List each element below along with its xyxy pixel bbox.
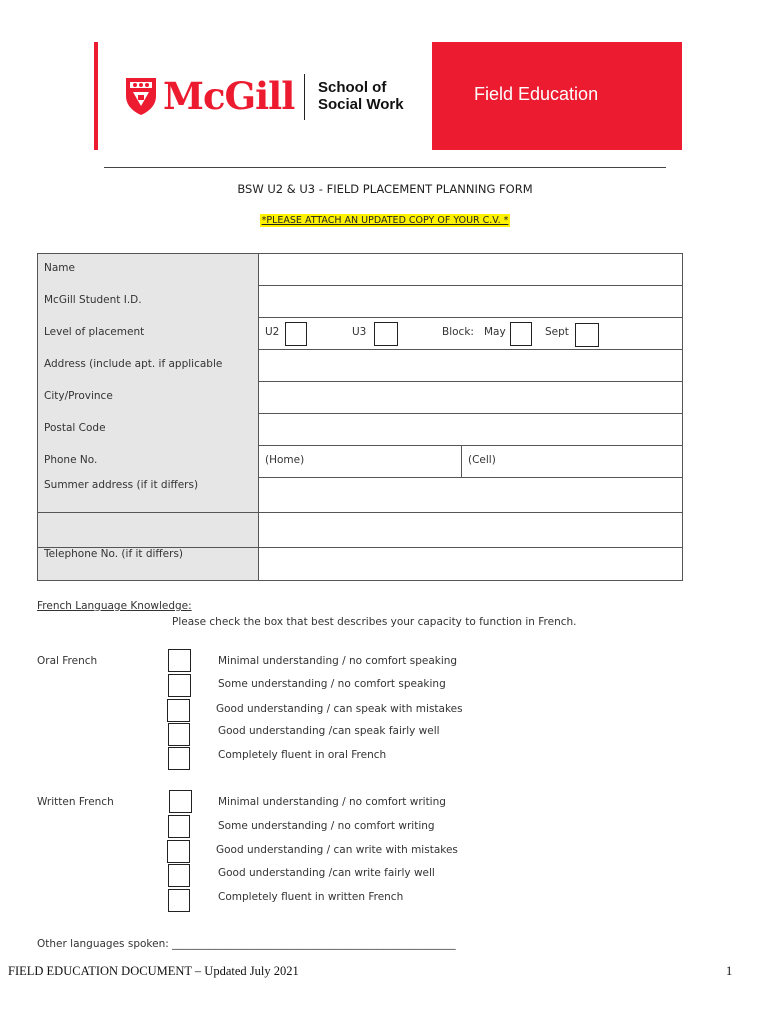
label-summer-address: Summer address (if it differs) xyxy=(44,479,199,491)
summer-address-field-2[interactable] xyxy=(259,513,682,547)
phone-cell-field[interactable] xyxy=(462,446,682,477)
written-option-checkbox[interactable] xyxy=(169,790,192,813)
postal-field[interactable] xyxy=(259,414,682,445)
school-name xyxy=(318,79,404,113)
other-languages-field[interactable]: Other languages spoken: ______________________________________________________ xyxy=(37,938,456,950)
school-line-1: School of xyxy=(318,79,387,96)
label-name: Name xyxy=(44,262,75,274)
block-sept-checkbox[interactable] xyxy=(575,323,599,347)
label-level: Level of placement xyxy=(44,326,145,338)
phone-home-label: (Home) xyxy=(265,454,305,466)
written-option-label: Minimal understanding / no comfort writing xyxy=(218,796,446,808)
written-option-label: Completely fluent in written French xyxy=(218,891,404,903)
school-line-2: Social Work xyxy=(318,96,404,113)
label-phone: Phone No. xyxy=(44,454,98,466)
student-id-field[interactable] xyxy=(259,286,682,317)
written-option-label: Good understanding / can write with mistakes xyxy=(216,844,458,856)
footer-text: FIELD EDUCATION DOCUMENT – Updated July 2021 xyxy=(8,964,299,978)
level-u3-label: U3 xyxy=(352,326,367,338)
block-label: Block: xyxy=(442,326,474,338)
label-postal: Postal Code xyxy=(44,422,106,434)
summer-address-field[interactable] xyxy=(259,478,682,512)
block-may-label: May xyxy=(484,326,506,338)
level-u3-checkbox[interactable] xyxy=(374,322,398,346)
french-instruction: Please check the box that best describes your capacity to function in French. xyxy=(172,616,577,628)
oral-option-label: Minimal understanding / no comfort speaking xyxy=(218,655,458,667)
written-option-checkbox[interactable] xyxy=(168,864,190,887)
brand-wordmark: McGill xyxy=(163,74,295,118)
written-option-checkbox[interactable] xyxy=(168,815,190,838)
name-field[interactable] xyxy=(259,254,682,285)
oral-option-checkbox[interactable] xyxy=(168,723,190,746)
oral-french-label: Oral French xyxy=(37,655,98,667)
label-student-id: McGill Student I.D. xyxy=(44,294,142,306)
level-u2-checkbox[interactable] xyxy=(285,322,307,346)
label-address: Address (include apt. if applicable xyxy=(44,358,223,370)
form-title: BSW U2 & U3 - FIELD PLACEMENT PLANNING FORM xyxy=(237,182,533,196)
phone-home-field[interactable] xyxy=(259,446,461,477)
written-french-label: Written French xyxy=(37,796,114,808)
oral-option-checkbox[interactable] xyxy=(168,649,191,672)
banner-text: Field Education xyxy=(474,84,599,104)
label-city: City/Province xyxy=(44,390,113,402)
written-option-label: Good understanding /can write fairly well xyxy=(218,867,435,879)
oral-option-label: Good understanding / can speak with mistakes xyxy=(216,703,463,715)
level-u2-label: U2 xyxy=(265,326,280,338)
oral-option-checkbox[interactable] xyxy=(168,674,191,697)
french-section-title: French Language Knowledge: xyxy=(37,600,192,612)
block-sept-label: Sept xyxy=(545,326,569,338)
written-option-checkbox[interactable] xyxy=(168,889,190,912)
block-may-checkbox[interactable] xyxy=(510,322,532,346)
page-number: 1 xyxy=(726,964,733,978)
header-divider xyxy=(104,167,666,168)
oral-option-label: Good understanding /can speak fairly well xyxy=(218,725,440,737)
written-option-label: Some understanding / no comfort writing xyxy=(218,820,435,832)
city-field[interactable] xyxy=(259,382,682,413)
header-red-rule xyxy=(94,42,98,150)
written-option-checkbox[interactable] xyxy=(167,840,190,863)
mcgill-crest-icon xyxy=(124,76,158,116)
cv-notice xyxy=(0,208,770,227)
field-education-banner xyxy=(432,42,682,150)
address-field[interactable] xyxy=(259,350,682,381)
telephone-field[interactable] xyxy=(259,548,682,580)
cv-notice-text: *PLEASE ATTACH AN UPDATED COPY OF YOUR C.V. * xyxy=(261,215,509,226)
oral-option-label: Completely fluent in oral French xyxy=(218,749,387,761)
oral-option-checkbox[interactable] xyxy=(167,699,190,722)
phone-cell-label: (Cell) xyxy=(468,454,496,466)
oral-option-checkbox[interactable] xyxy=(168,747,190,770)
label-telephone: Telephone No. (if it differs) xyxy=(44,548,184,560)
logo-separator xyxy=(304,74,305,120)
oral-option-label: Some understanding / no comfort speaking xyxy=(218,678,446,690)
